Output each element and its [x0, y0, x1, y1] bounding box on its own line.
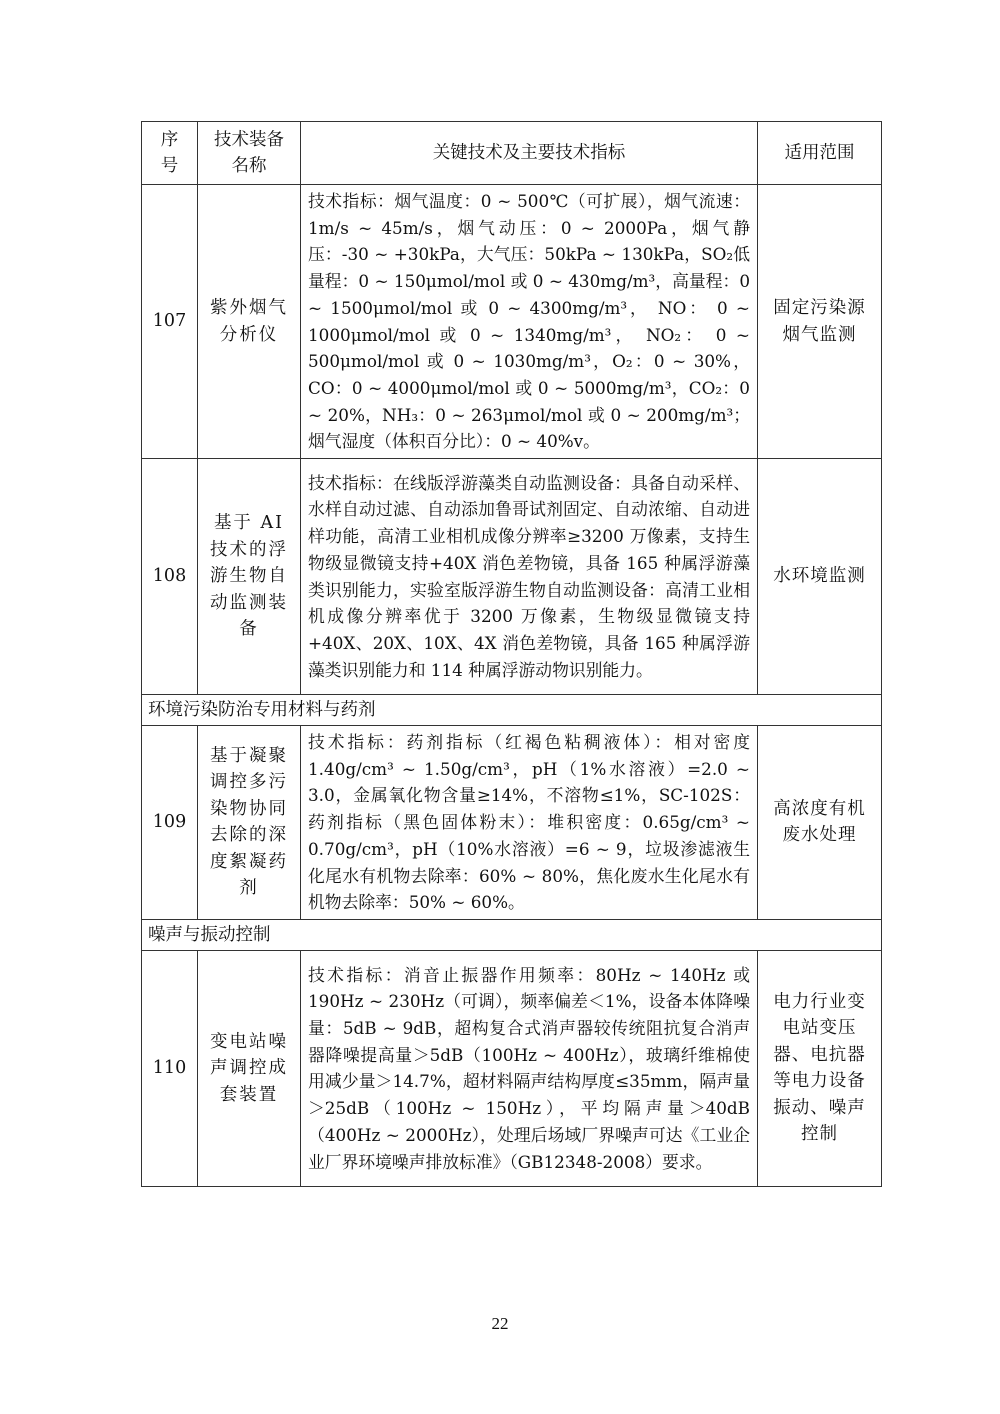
row-tech-spec: 技术指标：消音止振器作用频率：80Hz ~ 140Hz 或 190Hz ~ 230Hz（可调），频率偏差＜1%，设备本体降噪量：5dB ~ 9dB，超构复合式消声器较传统阻抗复合消声器降噪提高量＞5dB（100Hz ~ 400Hz），玻璃纤维棉使用减少量＞14.7%，超材料隔声结构厚度≤35mm，隔声量＞25dB（100Hz ~ 150Hz），平均隔声量＞40dB（400Hz ~ 2000Hz），处理后场域厂界噪声可达《工业企业厂界环境噪声排放标准》（GB12348-2008）要求。 — [301, 950, 758, 1186]
row-tech-spec: 技术指标：烟气温度：0 ~ 500℃（可扩展），烟气流速：1m/s ~ 45m/s，烟气动压：0 ~ 2000Pa，烟气静压：-30 ~ +30kPa，大气压：50kPa ~ 130kPa，SO₂低量程：0 ~ 150μmol/mol 或 0 ~ 430mg/m³，高量程：0 ~ 1500μmol/mol 或 0 ~ 4300mg/m³， NO： 0 ~ 1000μmol/mol 或 0 ~ 1340mg/m³， NO₂： 0 ~ 500μmol/mol 或 0 ~ 1030mg/m³，O₂：0 ~ 30%，CO：0 ~ 4000μmol/mol 或 0 ~ 5000mg/m³，CO₂：0 ~ 20%，NH₃：0 ~ 263μmol/mol 或 0 ~ 200mg/m³；烟气湿度（体积百分比）：0 ~ 40%v。 — [301, 185, 758, 459]
table-row — [142, 185, 882, 459]
section-title-noise: 噪声与振动控制 — [142, 919, 882, 950]
table-row — [142, 726, 882, 920]
row-no: 109 — [142, 726, 198, 920]
table-row — [142, 459, 882, 695]
section-title-materials: 环境污染防治专用材料与药剂 — [142, 695, 882, 726]
row-scope: 水环境监测 — [758, 459, 882, 695]
row-scope: 固定污染源 烟气监测 — [758, 185, 882, 459]
table-header-row — [142, 122, 882, 185]
header-scope: 适用范围 — [758, 122, 882, 185]
equipment-table — [141, 121, 882, 1187]
row-scope: 高浓度有机 废水处理 — [758, 726, 882, 920]
header-name: 技术装备 名称 — [198, 122, 301, 185]
row-equipment-name: 变电站噪 声调控成 套装置 — [198, 950, 301, 1186]
row-equipment-name: 基于凝聚 调控多污 染物协同 去除的深 度絮凝药 剂 — [198, 726, 301, 920]
row-tech-spec: 技术指标：药剂指标（红褐色粘稠液体）：相对密度 1.40g/cm³ ~ 1.50g/cm³，pH（1%水溶液）=2.0 ~ 3.0，金属氧化物含量≥14%，不溶物≤1%，SC-102S：药剂指标（黑色固体粉末）：堆积密度：0.65g/cm³ ~ 0.70g/cm³，pH（10%水溶液）=6 ~ 9，垃圾渗滤液生化尾水有机物去除率：60% ~ 80%，焦化废水生化尾水有机物去除率：50% ~ 60%。 — [301, 726, 758, 920]
header-no: 序 号 — [142, 122, 198, 185]
header-tech: 关键技术及主要技术指标 — [301, 122, 758, 185]
section-row — [142, 695, 882, 726]
row-no: 108 — [142, 459, 198, 695]
row-no: 110 — [142, 950, 198, 1186]
row-no: 107 — [142, 185, 198, 459]
page-number: 22 — [491, 1314, 509, 1333]
row-equipment-name: 紫外烟气 分析仪 — [198, 185, 301, 459]
section-row — [142, 919, 882, 950]
table-row — [142, 950, 882, 1186]
row-tech-spec: 技术指标：在线版浮游藻类自动监测设备：具备自动采样、水样自动过滤、自动添加鲁哥试剂固定、自动浓缩、自动进样功能，高清工业相机成像分辨率≥3200 万像素，支持生物级显微镜支持+40X 消色差物镜，具备 165 种属浮游藻类识别能力，实验室版浮游生物自动监测设备：高清工业相机成像分辨率优于 3200 万像素，生物级显微镜支持+40X、20X、10X、4X 消色差物镜，具备 165 种属浮游藻类识别能力和 114 种属浮游动物识别能力。 — [301, 459, 758, 695]
row-equipment-name: 基于 AI 技术的浮 游生物自 动监测装 备 — [198, 459, 301, 695]
row-scope: 电力行业变 电站变压 器、电抗器 等电力设备 振动、噪声 控制 — [758, 950, 882, 1186]
